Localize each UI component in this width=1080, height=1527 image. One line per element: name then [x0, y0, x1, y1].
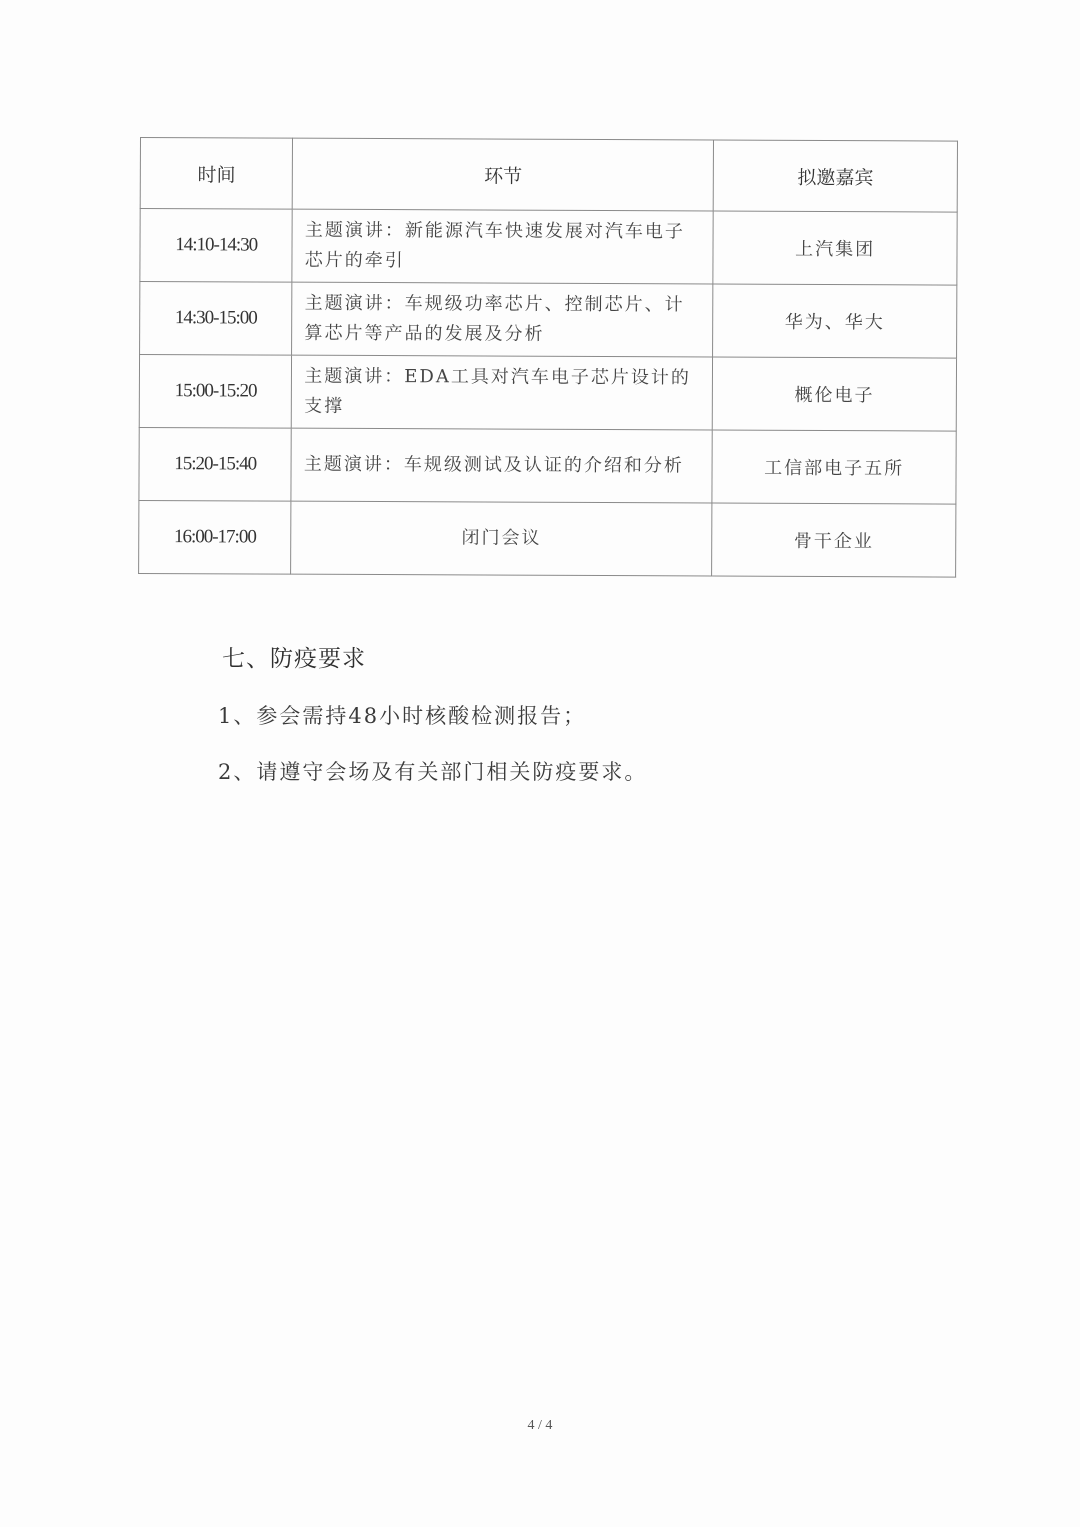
cell-session: 闭门会议 [291, 501, 712, 576]
section-heading: 七、防疫要求 [222, 646, 366, 672]
cell-time: 14:10-14:30 [140, 209, 293, 283]
header-session: 环节 [293, 138, 714, 211]
header-guest: 拟邀嘉宾 [713, 140, 957, 212]
session-line-2: 算芯片等产品的发展及分析 [304, 322, 545, 345]
cell-session [292, 209, 713, 284]
requirement-item: 2、请遵守会场及有关部门相关防疫要求。 [218, 760, 648, 784]
cell-session [292, 355, 713, 430]
session-line-1: 主题演讲：新能源汽车快速发展对汽车电子 [304, 219, 685, 243]
table-header-row [140, 138, 957, 213]
session-line-1: 主题演讲：车规级测试及认证的介绍和分析 [303, 453, 684, 477]
cell-session [291, 428, 712, 503]
cell-time: 15:20-15:40 [139, 427, 292, 501]
cell-session [292, 282, 713, 357]
table-row [140, 209, 957, 286]
cell-guest: 上汽集团 [713, 211, 957, 285]
cell-guest: 工信部电子五所 [712, 430, 956, 504]
table-row [140, 282, 957, 359]
cell-guest: 华为、华大 [713, 284, 957, 358]
cell-guest: 概伦电子 [712, 357, 956, 431]
table-row [139, 427, 956, 504]
session-line-2: 支撑 [304, 395, 345, 417]
cell-time: 15:00-15:20 [139, 355, 292, 429]
session-line-1: 主题演讲：车规级功率芯片、控制芯片、计 [304, 292, 685, 316]
session-line-2: 芯片的牵引 [304, 249, 405, 272]
table-row [139, 355, 956, 432]
cell-time: 14:30-15:00 [140, 282, 293, 356]
requirement-item: 1、参会需持48小时核酸检测报告； [218, 704, 587, 728]
header-time: 时间 [140, 138, 293, 210]
cell-time: 16:00-17:00 [139, 500, 292, 574]
cell-guest: 骨干企业 [712, 503, 956, 577]
page-number: 4 / 4 [527, 1418, 553, 1433]
session-line-1: 主题演讲：EDA工具对汽车电子芯片设计的 [304, 365, 691, 389]
schedule-table [138, 137, 958, 578]
table-row [139, 500, 956, 577]
